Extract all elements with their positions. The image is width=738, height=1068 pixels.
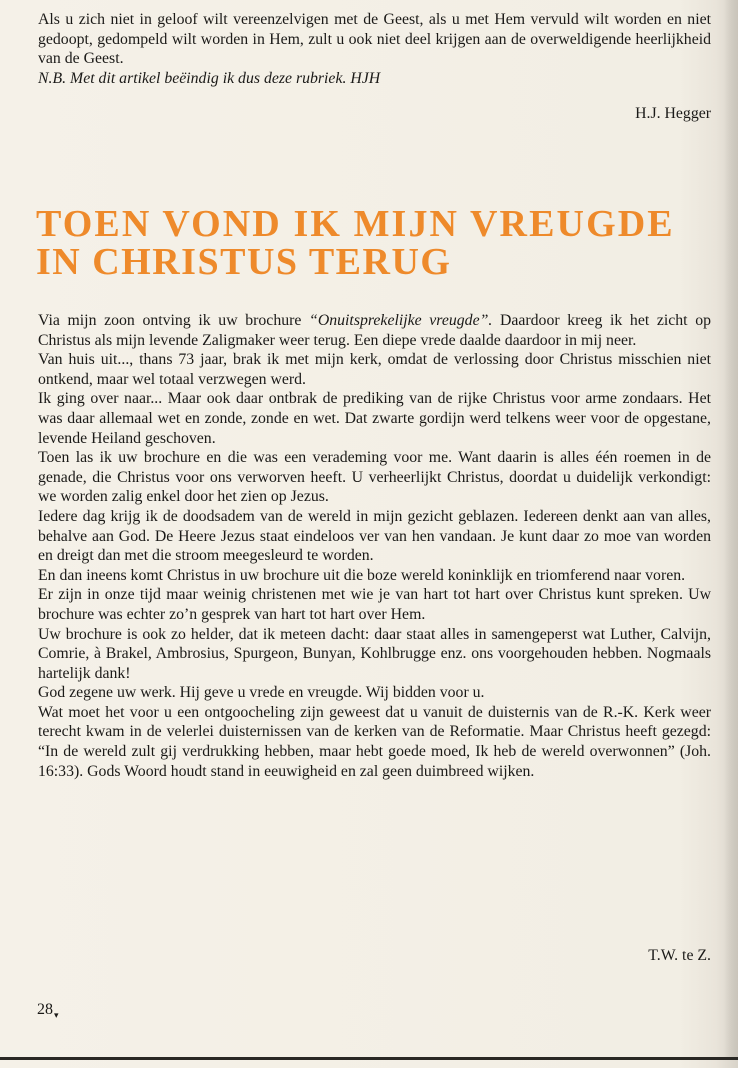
page-number-text: 28	[37, 1001, 53, 1018]
page-edge-shadow	[724, 0, 738, 1057]
intro-signature: H.J. Hegger	[635, 105, 711, 122]
article-paragraph: Er zijn in onze tijd maar weinig christenen met wie je van hart tot hart over Christus kunt spreken. Uw brochure was echter zo’n gesprek van hart tot hart over Hem.	[38, 586, 711, 623]
article-paragraph: En dan ineens komt Christus in uw brochure uit die boze wereld koninklijk en triomferend naar voren.	[38, 566, 686, 584]
article-signature: T.W. te Z.	[648, 947, 711, 964]
intro-paragraph: Als u zich niet in geloof wilt vereenzelvigen met de Geest, als u met Hem vervuld wilt worden en niet gedoopt, gedompeld wilt worden in Hem, zult u ook niet deel krijgen aan de overweldigende heerlijkheid van de Geest.	[38, 11, 711, 68]
paragraph-text: Daardoor kreeg ik het zicht op Christus als mijn levende Zaligmaker weer terug. Een diepe vrede daalde daardoor in mij neer.	[38, 312, 711, 349]
paragraph-text: Via mijn zoon ontving ik uw brochure	[38, 312, 310, 329]
article-body	[38, 311, 711, 781]
page-number	[37, 1001, 59, 1021]
article-title-line-2: IN CHRISTUS TERUG	[36, 241, 452, 283]
article-paragraph	[38, 311, 711, 350]
page-mark: ▾	[54, 1010, 59, 1020]
article-paragraph: Ik ging over naar... Maar ook daar ontbrak de prediking van de rijke Christus voor arme zondaars. Het was daar allemaal wet en zonde, zonde en wet. Dat zwarte gordijn werd telkens weer voor de opgestane, levende Heiland geschoven.	[38, 390, 711, 447]
article-paragraph: Uw brochure is ook zo helder, dat ik meteen dacht: daar staat alles in samengeperst wat Luther, Calvijn, Comrie, à Brakel, Ambrosius, Spurgeon, Bunyan, Kohlbrugge enz. ons voorgehouden hebben. Nogmaals hartelijk dank!	[38, 625, 711, 682]
article-paragraph: Toen las ik uw brochure en die was een verademing voor me. Want daarin is alles één roemen in de genade, die Christus voor ons verworven heeft. U verheerlijkt Christus, doordat u duidelijk verkondigt: we worden zalig enkel door het zien op Jezus.	[38, 449, 711, 506]
article-paragraph: God zegene uw werk. Hij geve u vrede en vreugde. Wij bidden voor u.	[38, 684, 485, 702]
article-paragraph: Van huis uit..., thans 73 jaar, brak ik met mijn kerk, omdat de verlossing door Christus misschien niet ontkend, maar wel totaal verzwegen werd.	[38, 351, 711, 388]
editor-note: N.B. Met dit artikel beëindig ik dus deze rubriek. HJH	[38, 69, 381, 87]
bottom-rule	[0, 1057, 738, 1060]
article-paragraph: Wat moet het voor u een ontgoocheling zijn geweest dat u vanuit de duisternis van de R.-K. Kerk weer terecht kwam in de velerlei duisternissen van de kerken van de Reformatie. Maar Christus heeft gezegd: “In de wereld zult gij verdrukking hebben, maar hebt goede moed, Ik heb de wereld overwonnen” (Joh. 16:33). Gods Woord houdt stand in eeuwigheid en zal geen duimbreed wijken.	[38, 703, 711, 780]
intro-block	[38, 10, 711, 88]
article-title	[36, 205, 726, 281]
article-paragraph: Iedere dag krijg ik de doodsadem van de wereld in mijn gezicht geblazen. Iedereen denkt aan van alles, behalve aan God. De Heere Jezus staat eindeloos ver van hen vandaan. Je kunt daar zo moe van worden en dreigt dan met die stroom meegesleurd te worden.	[38, 507, 711, 565]
brochure-title: “Onuitsprekelijke vreugde”.	[309, 312, 493, 329]
article-title-line-1: TOEN VOND IK MIJN VREUGDE	[36, 203, 675, 245]
